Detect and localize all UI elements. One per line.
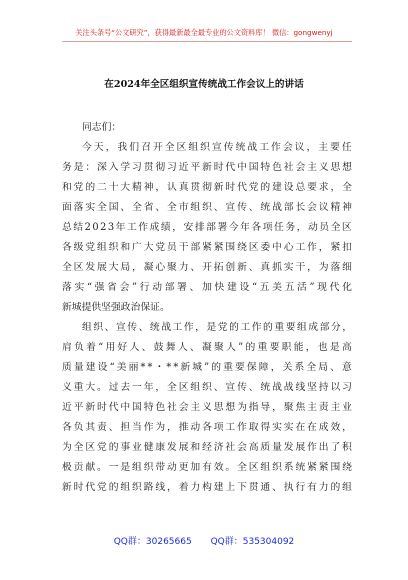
- body-line: 新 时 代 党 的 组 织 路 线 ， 着 力 构 建 上 下 贯 通 、 执 行 有 力 的 组: [62, 482, 352, 493]
- body-line: 务 是 ： 深 入 学 习 贯 彻 习 近 平 新 时 代 中 国 特 色 社 会 主 义 思 想: [62, 162, 352, 173]
- body-line: 今 天 ， 我 们 召 开 全 区 组 织 宣 传 统 战 工 作 会 议 ， 主 要 任: [82, 142, 352, 153]
- body-line: 近 平 新 时 代 中 国 特 色 社 会 主 义 思 想 为 指 导 ， 聚 焦 主 责 主 业: [62, 402, 352, 413]
- body-line: 各 级 党 组 织 和 广 大 党 员 干 部 紧 紧 围 绕 区 委 中 心 工 作 ， 紧 扣: [62, 242, 352, 253]
- footer: [0, 534, 408, 547]
- body-line: 新城提供坚强政治保证。: [62, 302, 170, 313]
- body-line: 极 贡 献 。 一 是 组 织 带 动 更 加 有 效 。 全 区 组 织 系 统 紧 紧 围 绕: [62, 462, 352, 473]
- body-line: 同志们：: [82, 122, 122, 133]
- body-line: 组 织 、 宣 传 、 统 战 工 作 ， 是 党 的 工 作 的 重 要 组 成 部 分 ，: [82, 322, 352, 333]
- header-banner: 关注头条号“公文研究”，获得最新最全最专业的公文资料库！ 微信：gongwenyj: [75, 28, 333, 37]
- document-title: 在2024年全区组织宣传统战工作会议上的讲话: [104, 79, 304, 90]
- body-line: 质 量 建 设 “ 美 丽 * * ・ * * 新 城 ” 的 重 要 保 障 ， 关 系 全 局 、 意: [62, 362, 352, 373]
- body-line: 落 实 “ 强 省 会 ” 行 动 部 署 、 加 快 建 设 “ 五 美 五 活 ” 现 代 化: [62, 282, 352, 293]
- document-body: [62, 118, 352, 498]
- footer-qq-group-1: QQ群：30265665: [113, 537, 192, 547]
- body-line: 和 党 的 二 十 大 精 神 ， 认 真 贯 彻 新 时 代 党 的 建 设 总 要 求 ， 全: [62, 182, 352, 193]
- body-line: 面 落 实 全 国 、 全 省 、 全 市 组 织 、 宣 传 、 统 战 部 长 会 议 精 神: [62, 202, 352, 213]
- body-line: 各 负 其 责 、 担 当 作 为 ， 推 动 各 项 工 作 取 得 实 实 在 在 成 效 ，: [62, 422, 352, 433]
- body-line: 总 结 2 0 2 3 年 工 作 成 绩 ， 安 排 部 署 今 年 各 项 任 务 ， 动 员 全 区: [62, 222, 352, 233]
- footer-qq-group-2: QQ群：535304092: [210, 537, 295, 547]
- body-line: 为 全 区 党 的 事 业 健 康 发 展 和 经 济 社 会 高 质 量 发 展 作 出 了 积: [62, 442, 352, 453]
- header-divider: [62, 41, 352, 42]
- body-line: 义 重 大 。 过 去 一 年 ， 全 区 组 织 、 宣 传 、 统 战 战 线 坚 持 以 习: [62, 382, 352, 393]
- body-line: 肩 负 着 “ 用 好 人 、 鼓 舞 人 、 凝 聚 人 ” 的 重 要 职 能 ， 也 是 高: [62, 342, 352, 353]
- body-line: 全 区 发 展 大 局 ， 凝 心 聚 力 、 开 拓 创 新 、 真 抓 实 干 ， 为 落 细: [62, 262, 352, 273]
